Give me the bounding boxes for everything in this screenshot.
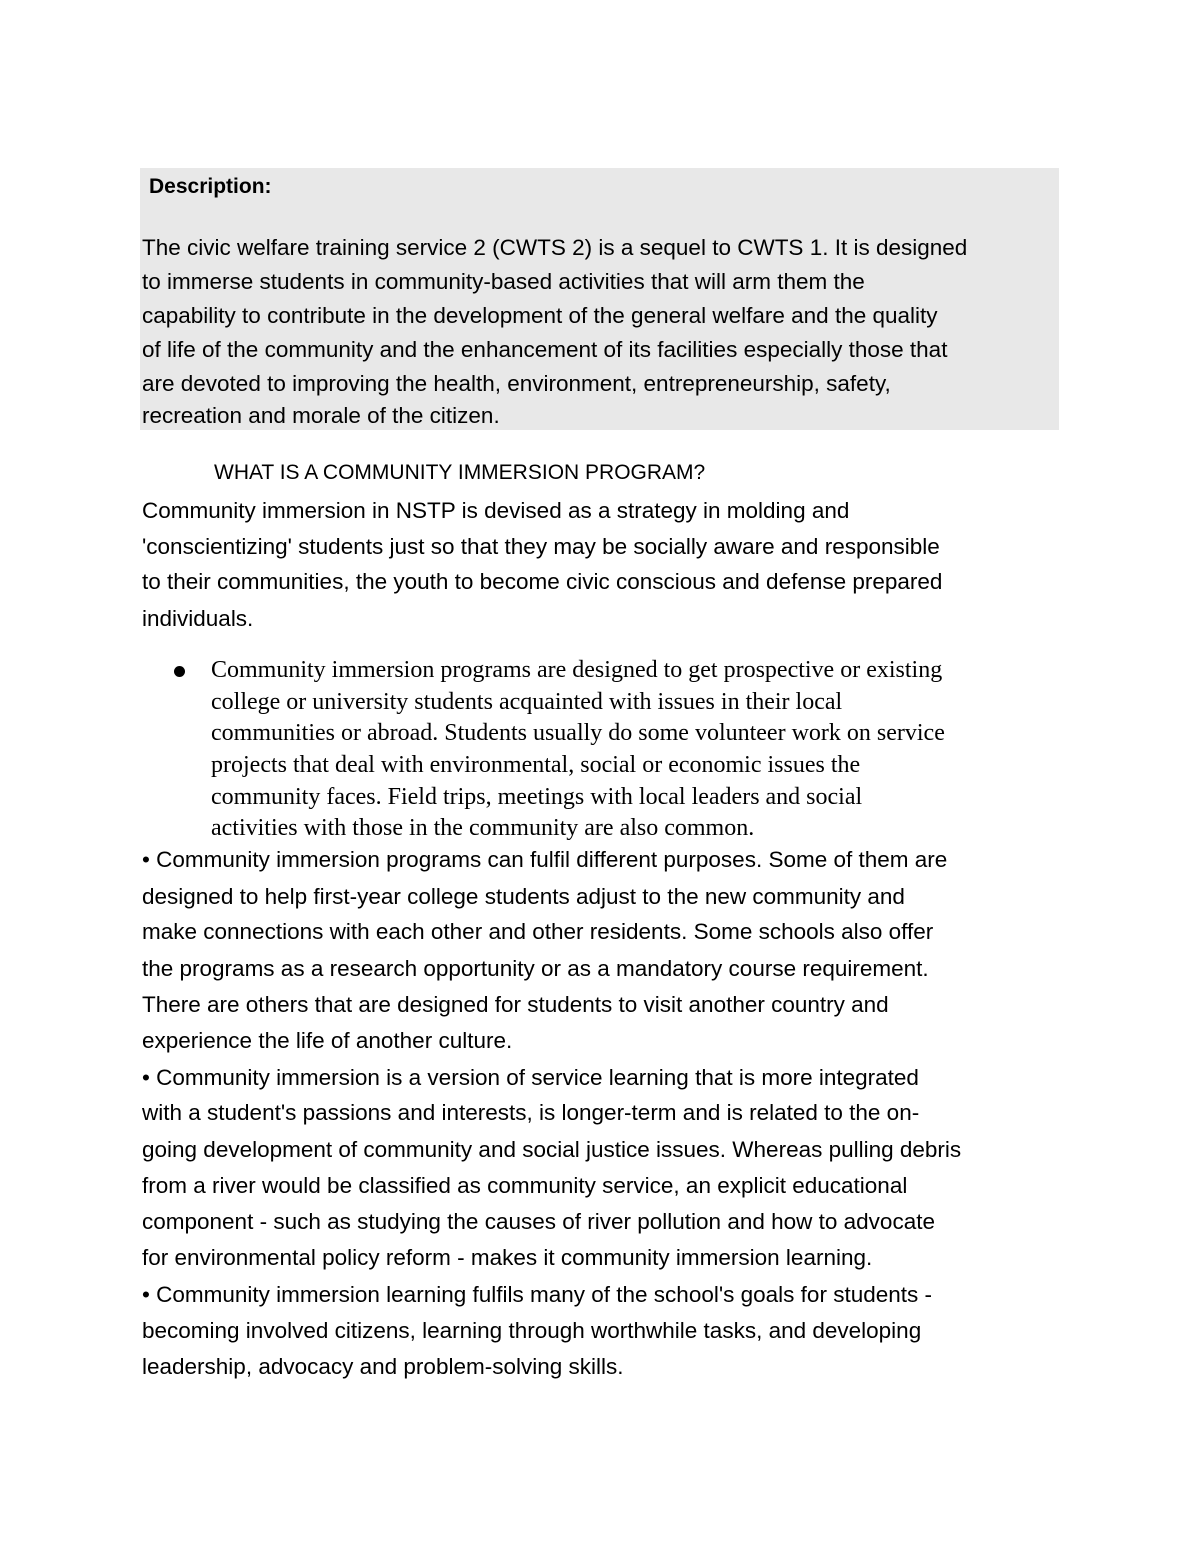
- intro-line: to their communities, the youth to become civic conscious and defense prepared: [142, 569, 943, 594]
- bullet-line: projects that deal with environmental, social or economic issues the: [211, 752, 861, 778]
- body-line: designed to help first-year college students adjust to the new community and: [142, 884, 905, 909]
- body-line: leadership, advocacy and problem-solving skills.: [142, 1354, 624, 1379]
- body-line: make connections with each other and other residents. Some schools also offer: [142, 919, 934, 944]
- intro-line: 'conscientizing' students just so that they may be socially aware and responsible: [142, 534, 940, 559]
- description-line: capability to contribute in the development of the general welfare and the quality: [142, 303, 938, 328]
- description-line: recreation and morale of the citizen.: [142, 403, 500, 428]
- description-line: are devoted to improving the health, environment, entrepreneurship, safety,: [142, 371, 891, 396]
- intro-line: individuals.: [142, 606, 254, 631]
- body-line: experience the life of another culture.: [142, 1028, 513, 1053]
- bullet-line: community faces. Field trips, meetings with local leaders and social: [211, 784, 863, 810]
- body-line: the programs as a research opportunity or as a mandatory course requirement.: [142, 956, 929, 981]
- body-line: There are others that are designed for students to visit another country and: [142, 992, 889, 1017]
- bullet-line: Community immersion programs are designed to get prospective or existing: [211, 657, 943, 683]
- body-line: from a river would be classified as community service, an explicit educational: [142, 1173, 908, 1198]
- description-line: The civic welfare training service 2 (CWTS 2) is a sequel to CWTS 1. It is designed: [142, 235, 968, 260]
- body-line: • Community immersion is a version of service learning that is more integrated: [142, 1065, 919, 1090]
- bullet-dot-icon: [174, 666, 185, 677]
- bullet-line: college or university students acquainted with issues in their local: [211, 689, 843, 715]
- body-line: for environmental policy reform - makes it community immersion learning.: [142, 1245, 873, 1270]
- body-line: • Community immersion programs can fulfil different purposes. Some of them are: [142, 847, 948, 872]
- description-title: Description:: [149, 175, 272, 198]
- bullet-line: activities with those in the community are also common.: [211, 815, 755, 841]
- body-line: component - such as studying the causes of river pollution and how to advocate: [142, 1209, 935, 1234]
- body-line: • Community immersion learning fulfils many of the school's goals for students -: [142, 1282, 932, 1307]
- bullet-line: communities or abroad. Students usually do some volunteer work on service: [211, 720, 945, 746]
- body-line: with a student's passions and interests, is longer-term and is related to the on-: [142, 1100, 920, 1125]
- body-line: becoming involved citizens, learning through worthwhile tasks, and developing: [142, 1318, 922, 1343]
- description-line: to immerse students in community-based activities that will arm them the: [142, 269, 865, 294]
- body-line: going development of community and social justice issues. Whereas pulling debris: [142, 1137, 962, 1162]
- intro-line: Community immersion in NSTP is devised as a strategy in molding and: [142, 498, 850, 523]
- section-heading: WHAT IS A COMMUNITY IMMERSION PROGRAM?: [214, 461, 706, 484]
- description-line: of life of the community and the enhancement of its facilities especially those that: [142, 337, 948, 362]
